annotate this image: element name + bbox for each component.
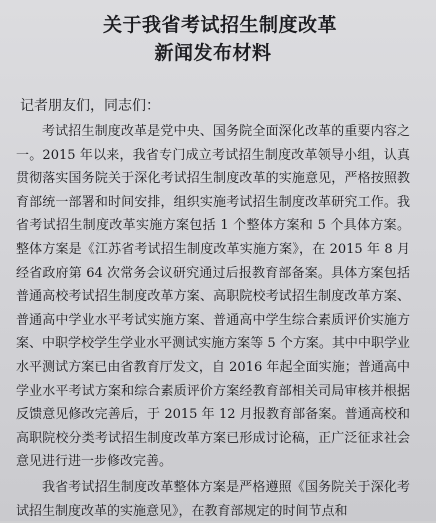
salutation: 记者朋友们，同志们： (20, 98, 160, 114)
document-title-line-2: 新闻发布材料 (154, 42, 272, 64)
document-title-line-1: 关于我省考试招生制度改革 (102, 14, 337, 36)
paragraph-2: 我省考试招生制度改革整体方案是严格遵照《国务院关于深化考试招生制度改革的实施意见》，在教育部规定的时间节点和 (16, 479, 410, 519)
paragraph-1: 考试招生制度改革是党中央、国务院全面深化改革的重要内容之一。2015 年以来，我省专门成立考试招生制度改革领导小组，认真贯彻落实国务院关于深化考试招生制度改革的实施意见，严格按照教育部统一部署和时间安排，组织实施考试招生制度改革研究工作。我省考试招生制度改革实施方案包括 1 个整体方案和 5 个具体方案。整体方案是《江苏省考试招生制度改革实施方案》，在 2015 年 8 月经省政府第 64 次常务会议研究通过后报教育部备案。具体方案包括普通高校考试招生制度改革方案、高职院校考试招生制度改革方案、普通高中学业水平考试实施方案、普通高中学生综合素质评价实施方案、中职学校学生学业水平测试实施方案等 5 个方案。其中中职学业水平测试方案已由省教育厅发文，自 2016 年起全面实施；普通高中学业水平考试方案和综合素质评价方案经教育部相关司局审核并根据反馈意见修改完善后，于 2015 年 12 月报教育部备案。普通高校和高职院校分类考试招生制度改革方案已形成讨论稿，正广泛征求社会意见进行进一步修改完善。 (16, 124, 410, 470)
